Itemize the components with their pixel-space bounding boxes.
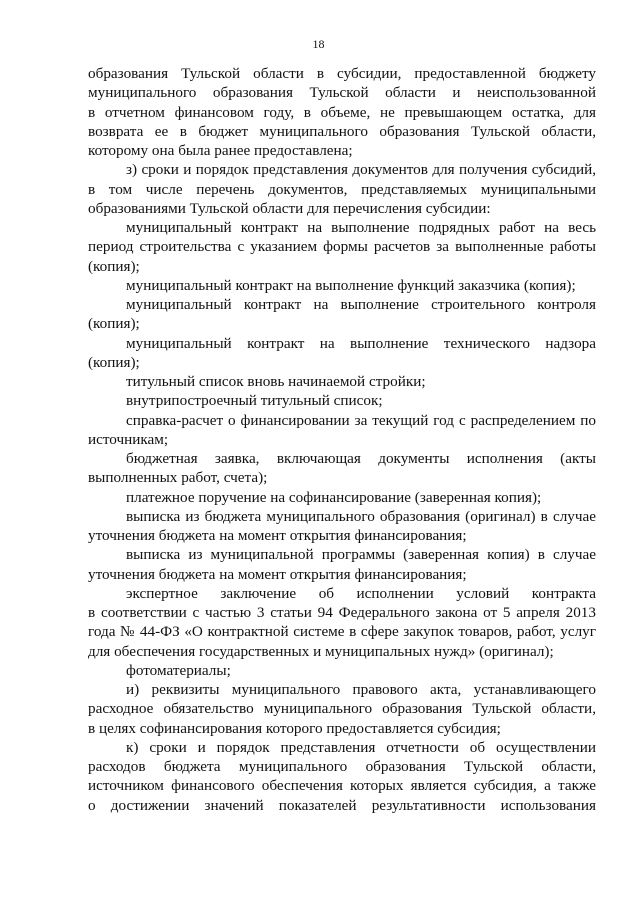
text-line: справка-расчет о финансировании за текущий год с распределением по [126,411,596,429]
page-number: 18 [312,37,325,51]
text-line: выполненных работ, счета); [88,469,268,487]
text-line: муниципальный контракт на выполнение подрядных работ на весь [126,219,596,236]
text-line: фотоматериалы; [126,661,231,679]
text-line: которому она была ранее предоставлена; [88,142,353,159]
text-line: для обеспечения государственных и муниципальных нужд» (оригинал); [88,642,554,660]
text-line: (копия); [88,257,140,275]
text-line: муниципальный контракт на выполнение технического надзора [126,334,596,352]
text-line: (копия); [88,353,140,371]
text-line: возврата ее в бюджет муниципального образования Тульской области, [88,122,596,140]
text-line: з) сроки и порядок представления документов для получения субсидий, [126,161,596,179]
text-line: уточнения бюджета на момент открытия финансирования; [88,527,467,544]
text-line: выписка из муниципальной программы (заверенная копия) в случае [126,546,596,564]
text-line: в целях софинансирования которого предоставляется субсидия; [88,719,501,737]
text-line: уточнения бюджета на момент открытия финансирования; [88,565,467,583]
text-line: в соответствии с частью 3 статьи 94 Федерального закона от 5 апреля 2013 [88,604,596,621]
text-line: года № 44-ФЗ «О контрактной системе в сфере закупок товаров, работ, услуг [88,623,596,641]
text-line: источником финансового обеспечения которых является субсидия, а также [88,777,596,795]
text-line: в том числе перечень документов, представляемых муниципальными [88,180,596,198]
text-line: титульный список вновь начинаемой стройки; [126,373,426,390]
document-body [88,64,596,815]
text-line: расходное обязательство муниципального образования Тульской области, [88,700,596,718]
text-line: муниципальный контракт на выполнение функций заказчика (копия); [126,276,576,294]
text-line: выписка из бюджета муниципального образования (оригинал) в случае [126,507,596,525]
text-line: платежное поручение на софинансирование (заверенная копия); [126,488,542,506]
text-line: внутрипостроечный титульный список; [126,392,383,410]
text-line: (копия); [88,315,140,333]
text-line: и) реквизиты муниципального правового акта, устанавливающего [126,681,596,698]
text-line: период строительства с указанием формы расчетов за выполненные работы [88,238,596,256]
text-line: образования Тульской области в субсидии, предоставленной бюджету [88,65,596,82]
text-line: источникам; [88,430,169,448]
text-line: экспертное заключение об исполнении условий контракта [126,584,596,602]
text-line: муниципальный контракт на выполнение строительного контроля [126,296,596,313]
text-line: к) сроки и порядок представления отчетности об осуществлении [126,738,596,756]
text-line: о достижении значений показателей результативности использования [88,796,596,814]
text-line: бюджетная заявка, включающая документы исполнения (акты [126,450,596,467]
text-line: расходов бюджета муниципального образования Тульской области, [88,758,596,775]
text-line: в отчетном финансовом году, в объеме, не превышающем остатка, для [88,103,596,121]
text-line: муниципального образования Тульской области и неиспользованной [88,84,596,102]
text-line: образованиями Тульской области для перечисления субсидии: [88,199,491,217]
